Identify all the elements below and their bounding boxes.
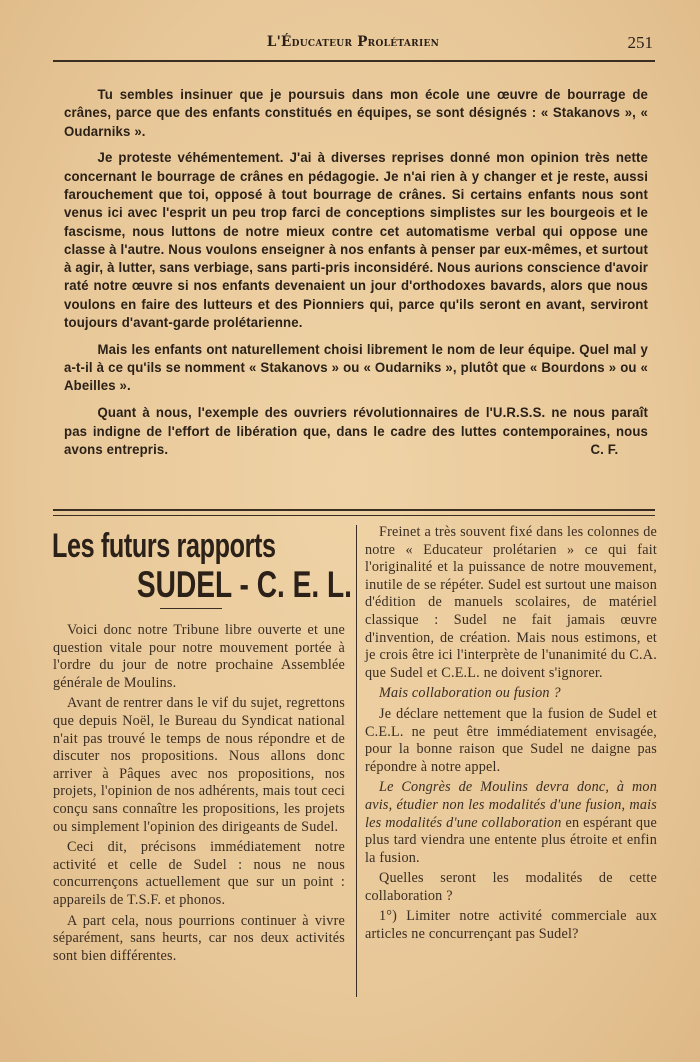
page-number: 251 [627,33,653,52]
paragraph: Mais les enfants ont naturellement choisi librement le nom de leur équipe. Quel mal y a-t-il à ce qu'ils se nomment « Stakanovs » ou « Oudarniks », plutôt que « Bourdons » ou « Abeilles ». [64,341,649,395]
paragraph: A part cela, nous pourrions continuer à vivre séparément, sans heurts, car nos deux activités sont bien différentes. [53,912,345,964]
paragraph: 1°) Limiter notre activité commerciale aux articles ne concurrençant pas Sudel? [365,908,657,943]
header-rule [53,60,655,62]
paragraph: Ceci dit, précisons immédiatement notre activité et celle de Sudel : nous ne nous concurrençons actuellement que sur un point : appareils de T.S.F. et phonos. [53,839,345,908]
paragraph: Je proteste véhémentement. J'ai à diverses reprises donné mon opinion très nette concernant le bourrage de crânes en pédagogie. Je n'ai rien à y changer et je reste, aussi farouchement que toi, opposé à tout bourrage de crânes. Si certains enfants nous sont venus ici avec l'esprit un peu trop farci de conceptions simplistes sur les bourgeois et le fascisme, nous luttons de notre mieux contre cet automatisme verbal qui oppose une classe à l'autre. Nous voulons enseigner à nos enfants à penser par eux-mêmes, et surtout à agir, à lutter, sans verbiage, sans parti-pris inconsidéré. Nous aurions conscience d'avoir raté notre œuvre si nos enfants devenaient un jour d'orthodoxes bavards, alors que nous voulons en faire des lutteurs et des Pionniers qui, parce qu'ils seront en avant, serviront toujours d'avant-garde prolétarienne. [64,150,649,332]
title-line-2: SUDEL - C. E. L. [136,564,352,605]
paragraph: Voici donc notre Tribune libre ouverte et une question vitale pour notre mouvement portée à l'ordre du jour de notre prochaine Assemblée générale de Moulins. [53,622,345,691]
signature: C. F. [590,441,619,458]
italic-text: Le Congrès de Moulins devra donc, à mon avis, étudier non les modalités d'une fusion, mais les modalités d'une collaboration [365,779,657,831]
left-column [53,622,345,968]
right-column [365,524,657,947]
column-divider [356,525,357,997]
paragraph-text: en espérant que plus tard viendra une entente plus étroite et enfin la fusion. [365,814,658,866]
paragraph: Quelles seront les modalités de cette collaboration ? [365,870,657,904]
subheading: Mais collaboration ou fusion ? [379,685,561,702]
paragraph: Je déclare nettement que la fusion de Sudel et C.E.L. ne peut être immédiatement envisagée, pour la bonne raison que Sudel ne daigne pas répondre à notre appel. [365,705,657,775]
article-title [52,526,352,606]
paragraph-mixed [365,779,657,867]
title-line-1: Les futurs rapports [52,527,276,565]
running-title: L'Éducateur Prolétarien [266,34,440,50]
paragraph: Tu sembles insinuer que je poursuis dans mon école une œuvre de bourrage de crânes, parce que des enfants constitués en équipes, se sont désignés : « Stakanovs », « Oudarniks ». [64,87,649,140]
paragraph: Freinet a très souvent fixé dans les colonnes de notre « Educateur prolétarien » ce qui fait l'originalité et la puissance de notre mouvement, inutile de se répéter. Sudel est surtout une maison d'édition de manuels scolaires, de matériel classique : Sudel ne fait jamais œuvre d'invention, de création. Mais nous estimons, et je crois être ici l'interprète de l'unanimité du C.A. que Sudel et C.E.L. ne doivent s'ignorer. [365,524,657,681]
section-divider [53,509,655,516]
title-underline-rule [160,608,222,609]
letter-reply-section [64,86,648,468]
page-header [53,34,653,56]
paragraph-text: Quant à nous, l'exemple des ouvriers révolutionnaires de l'U.R.S.S. ne nous paraît pas indigne de l'effort de libération que, dans le cadre des luttes contemporaines, nous avons entrepris. [64,405,649,458]
paragraph-with-signature [64,404,648,459]
paragraph: Avant de rentrer dans le vif du sujet, regrettons que depuis Noël, le Bureau du Syndicat national n'ait pas trouvé le temps de nous répondre et de discuter nos propositions. Nous allons donc arriver à Pâques avec nos propositions, nos projets, l'opinion de nos adhérents, mais tout ceci conçu sans connaître les propositions, les projets ou simplement l'opinion des dirigeants de Sudel. [53,695,345,835]
